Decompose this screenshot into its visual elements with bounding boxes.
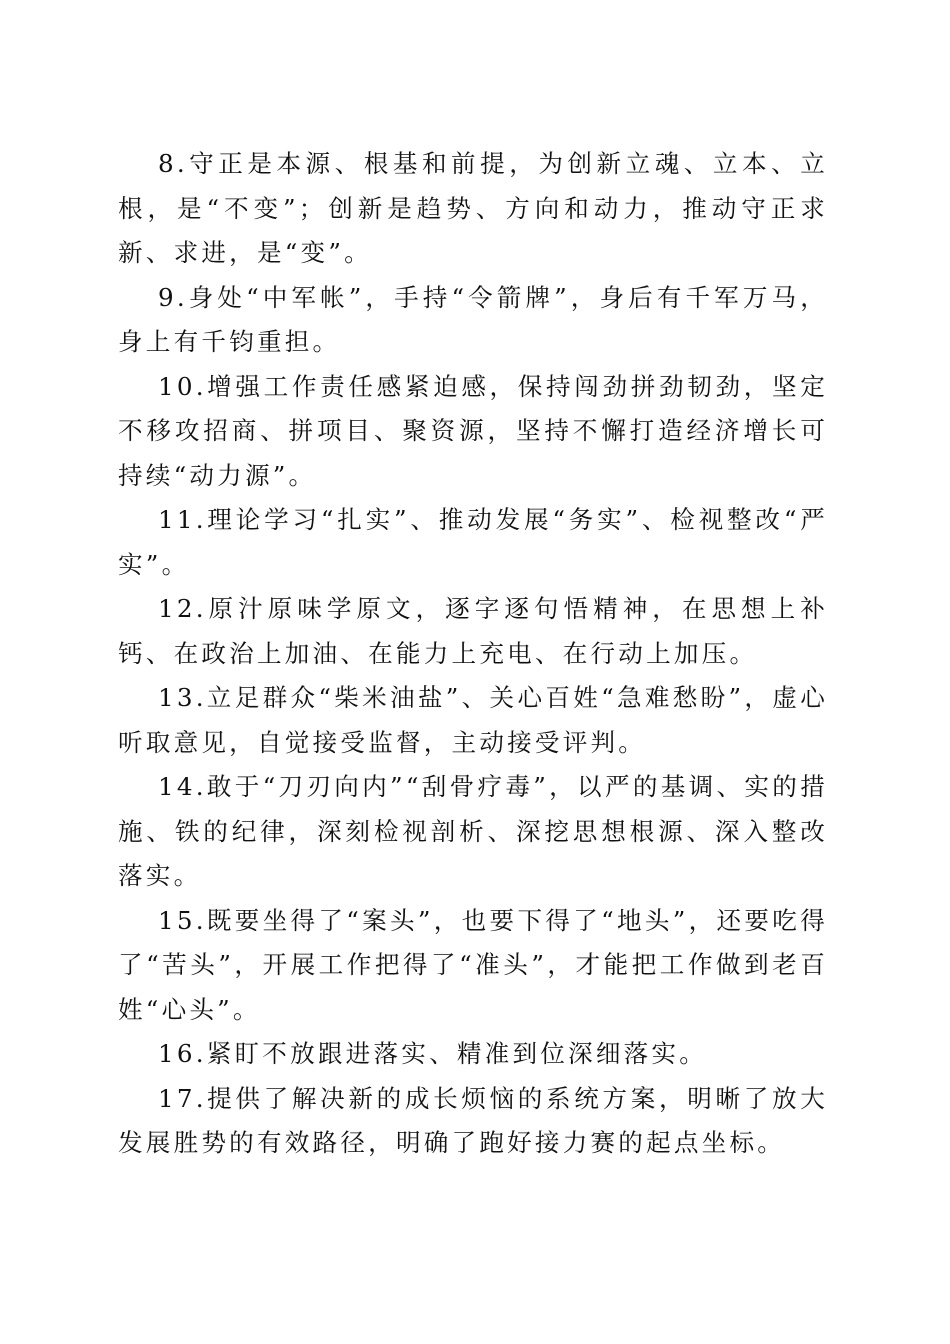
- paragraph-13: 13.立足群众“柴米油盐”、关心百姓“急难愁盼”，虚心听取意见，自觉接受监督，主动接受评判。: [118, 683, 828, 757]
- paragraph-17: 17.提供了解决新的成长烦恼的系统方案，明晰了放大发展胜势的有效路径，明确了跑好接力赛的起点坐标。: [118, 1083, 828, 1157]
- paragraph-16: 16.紧盯不放跟进落实、精准到位深细落实。: [158, 1039, 708, 1068]
- document-body: [118, 142, 828, 1166]
- paragraph-11: 11.理论学习“扎实”、推动发展“务实”、检视整改“严实”。: [118, 505, 828, 579]
- paragraph-14: 14.敢于“刀刃向内”“刮骨疗毒”，以严的基调、实的措施、铁的纪律，深刻检视剖析、深挖思想根源、深入整改落实。: [118, 772, 828, 890]
- paragraph-12: 12.原汁原味学原文，逐字逐句悟精神，在思想上补钙、在政治上加油、在能力上充电、在行动上加压。: [118, 594, 828, 668]
- paragraph-9: 9.身处“中军帐”，手持“令箭牌”，身后有千军万马，身上有千钧重担。: [118, 282, 828, 356]
- paragraph-10: 10.增强工作责任感紧迫感，保持闯劲拼劲韧劲，坚定不移攻招商、拼项目、聚资源，坚持不懈打造经济增长可持续“动力源”。: [118, 371, 828, 490]
- paragraph-8: 8.守正是本源、根基和前提，为创新立魂、立本、立根，是“不变”；创新是趋势、方向和动力，推动守正求新、求进，是“变”。: [118, 149, 828, 267]
- paragraph-15: 15.既要坐得了“案头”，也要下得了“地头”，还要吃得了“苦头”，开展工作把得了“准头”，才能把工作做到老百姓“心头”。: [118, 905, 828, 1024]
